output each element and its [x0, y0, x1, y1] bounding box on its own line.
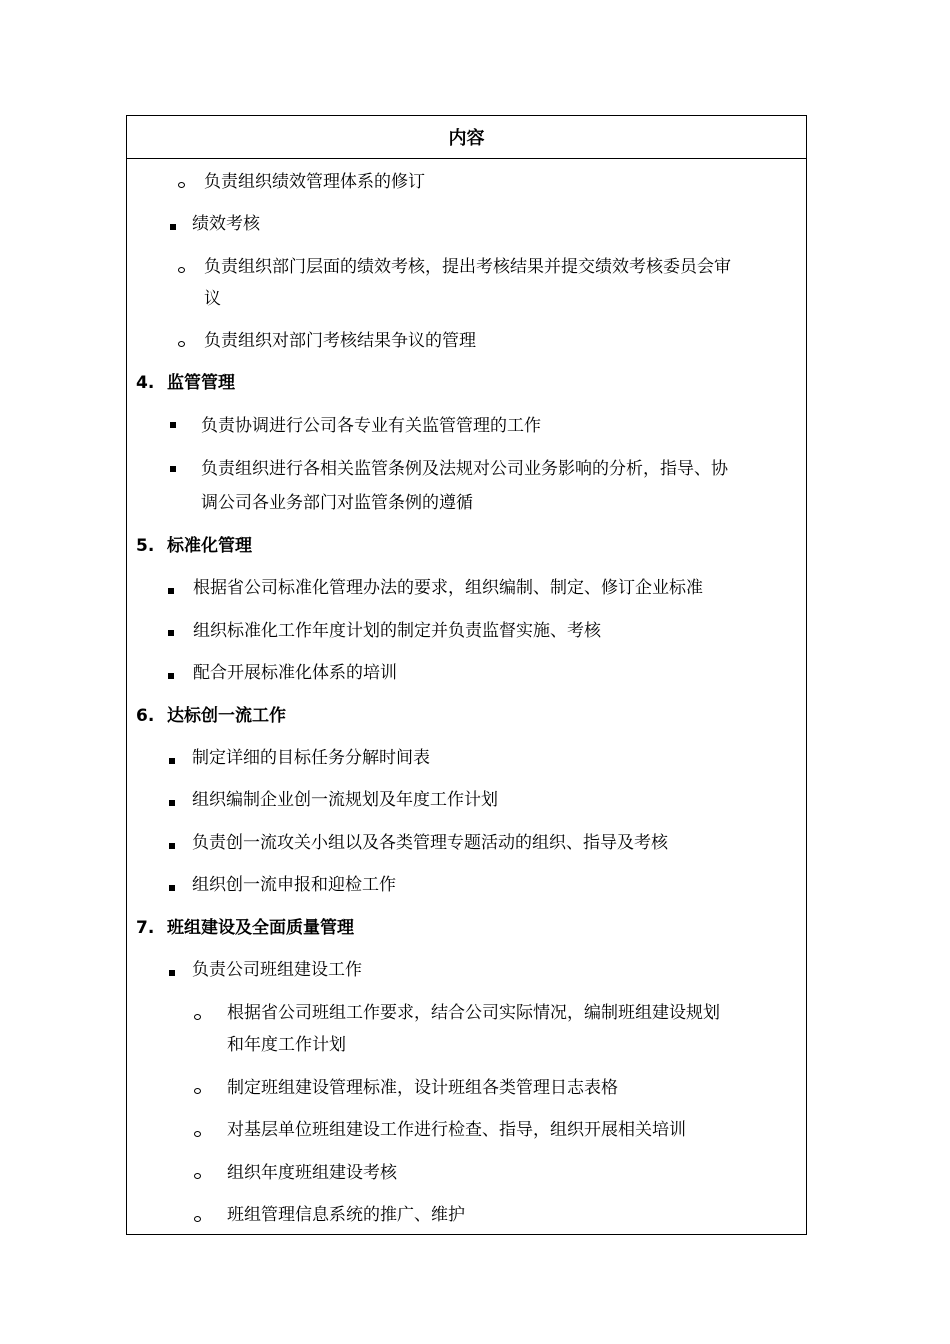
list-item-continuation: 和年度工作计划	[227, 1035, 346, 1055]
square-bullet-icon	[168, 630, 174, 636]
section-title: 达标创一流工作	[167, 706, 286, 726]
circle-bullet-icon	[178, 267, 185, 273]
list-item: 负责公司班组建设工作	[192, 960, 362, 980]
circle-bullet-icon	[194, 1173, 201, 1179]
list-item: 根据省公司标准化管理办法的要求，组织编制、制定、修订企业标准	[193, 578, 703, 598]
list-item: 负责组织部门层面的绩效考核，提出考核结果并提交绩效考核委员会审	[204, 257, 731, 277]
content-table	[126, 115, 807, 1235]
section-number: 5.	[136, 536, 155, 556]
list-item: 负责组织绩效管理体系的修订	[204, 172, 425, 192]
list-item: 组织标准化工作年度计划的制定并负责监督实施、考核	[193, 621, 601, 641]
circle-bullet-icon	[178, 341, 185, 347]
circle-bullet-icon	[178, 182, 185, 188]
list-item: 负责组织进行各相关监管条例及法规对公司业务影响的分析，指导、协	[201, 459, 728, 479]
square-bullet-icon	[169, 970, 175, 976]
square-bullet-icon	[169, 885, 175, 891]
square-bullet-icon	[168, 588, 174, 594]
square-bullet-icon	[169, 800, 175, 806]
list-item: 负责协调进行公司各专业有关监管管理的工作	[201, 416, 541, 436]
circle-bullet-icon	[194, 1014, 201, 1020]
list-item: 根据省公司班组工作要求，结合公司实际情况，编制班组建设规划	[227, 1003, 720, 1023]
circle-bullet-icon	[194, 1131, 201, 1137]
list-item: 对基层单位班组建设工作进行检查、指导，组织开展相关培训	[227, 1120, 686, 1140]
section-title: 监管管理	[167, 373, 235, 393]
square-bullet-icon	[169, 843, 175, 849]
square-bullet-icon	[168, 673, 174, 679]
list-item-continuation: 调公司各业务部门对监管条例的遵循	[201, 493, 473, 513]
section-number: 6.	[136, 706, 155, 726]
circle-bullet-icon	[194, 1088, 201, 1094]
section-title: 标准化管理	[167, 536, 252, 556]
list-item: 组织编制企业创一流规划及年度工作计划	[192, 790, 498, 810]
section-number: 7.	[136, 918, 155, 938]
list-item: 组织年度班组建设考核	[227, 1163, 397, 1183]
list-item: 负责组织对部门考核结果争议的管理	[204, 331, 476, 351]
square-bullet-icon	[169, 758, 175, 764]
list-item: 组织创一流申报和迎检工作	[192, 875, 396, 895]
square-bullet-icon	[170, 422, 176, 428]
square-bullet-icon	[170, 466, 176, 472]
list-item: 配合开展标准化体系的培训	[193, 663, 397, 683]
list-item: 负责创一流攻关小组以及各类管理专题活动的组织、指导及考核	[192, 833, 668, 853]
table-header: 内容	[127, 116, 806, 159]
list-item-continuation: 议	[204, 289, 221, 309]
list-item: 制定详细的目标任务分解时间表	[192, 748, 430, 768]
circle-bullet-icon	[194, 1216, 201, 1222]
square-bullet-icon	[170, 224, 176, 230]
section-title: 班组建设及全面质量管理	[167, 918, 354, 938]
list-item: 班组管理信息系统的推广、维护	[227, 1205, 465, 1225]
section-number: 4.	[136, 373, 155, 393]
list-item: 绩效考核	[192, 214, 260, 234]
list-item: 制定班组建设管理标准，设计班组各类管理日志表格	[227, 1078, 618, 1098]
